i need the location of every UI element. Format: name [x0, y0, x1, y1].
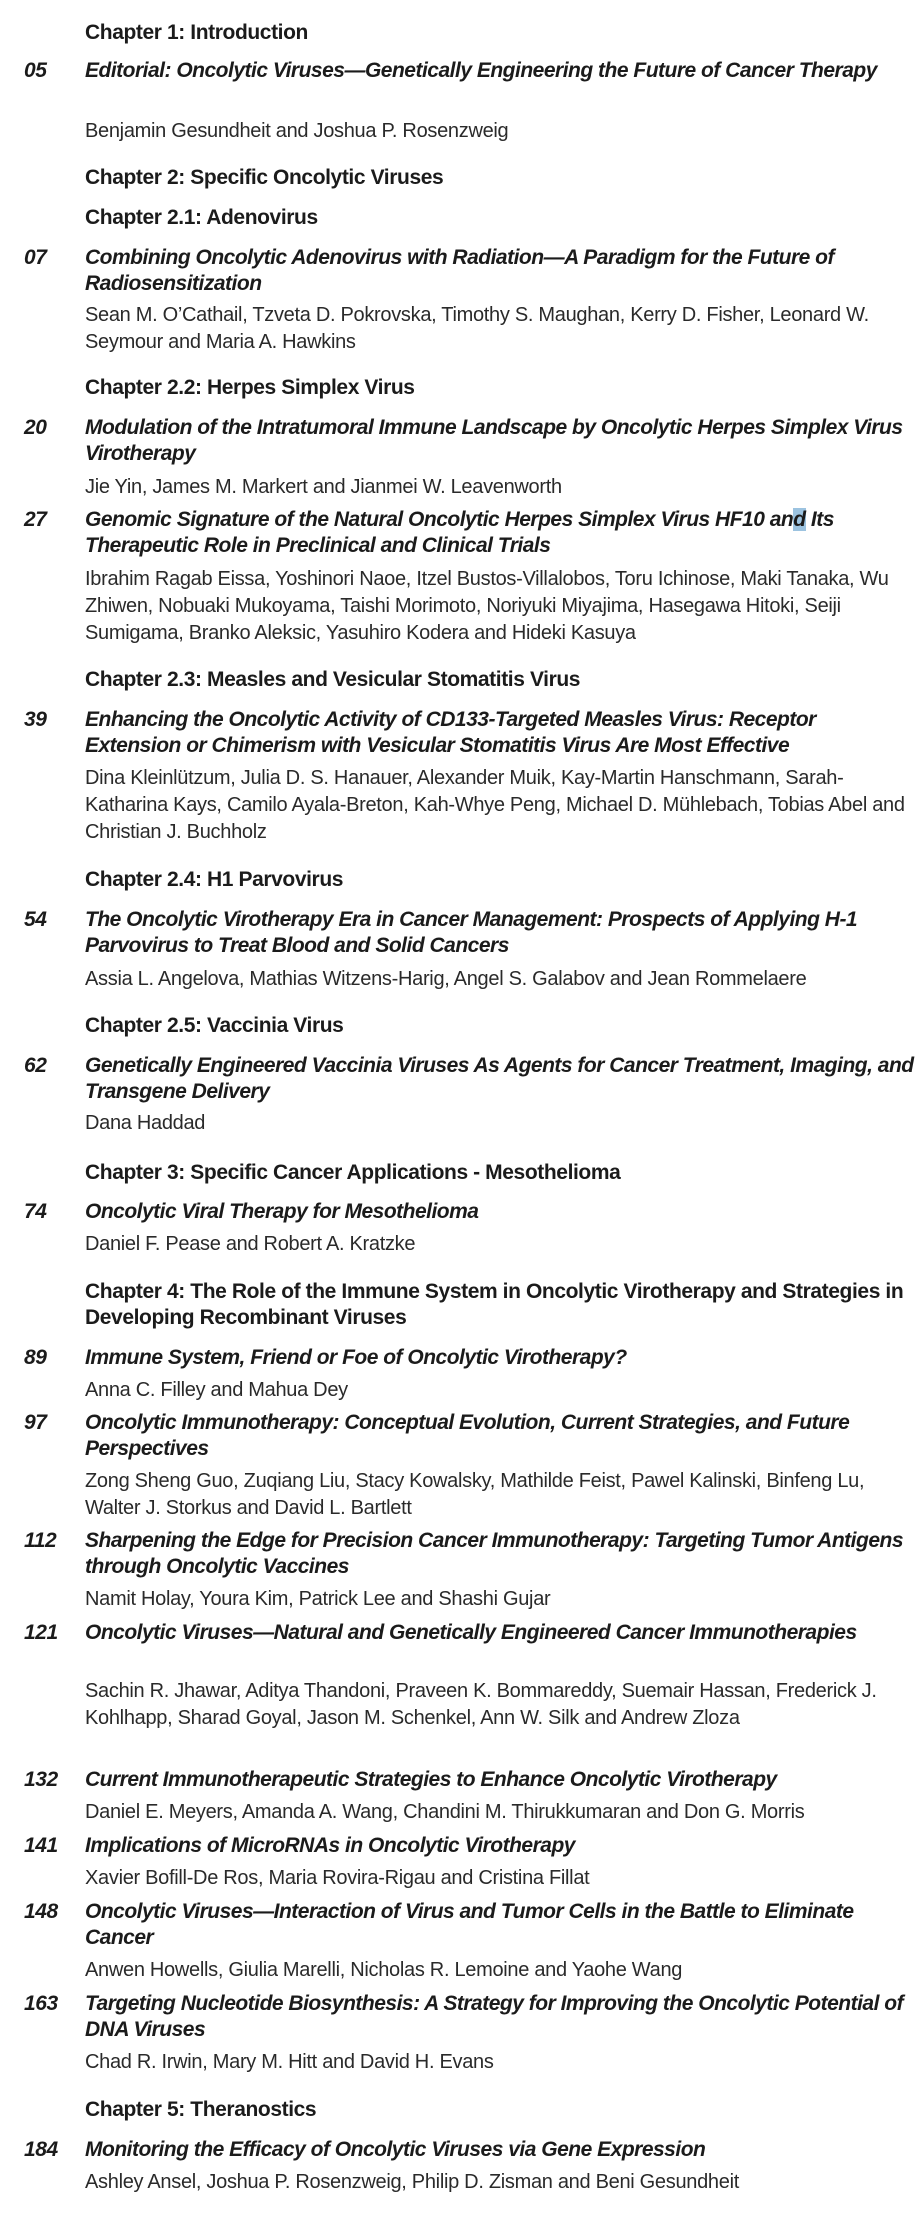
page-number: 121 — [24, 1621, 58, 1644]
text-selection-highlight: d — [793, 508, 806, 531]
article-authors: Ibrahim Ragab Eissa, Yoshinori Naoe, Itzel Bustos-Villalobos, Toru Ichinose, Maki Tanaka, Wu Zhiwen, Nobuaki Mukoyama, Taishi Morimoto, Noriyuki Miyajima, Hasegawa Hitoki, Seiji Sumigama, Branko Aleksic, Yasuhiro Kodera and Hideki Kasuya — [85, 568, 889, 644]
page-number: 148 — [24, 1900, 58, 1923]
page-number: 20 — [24, 416, 47, 439]
article-title[interactable]: Genomic Signature of the Natural Oncolytic Herpes Simplex Virus HF10 and Its Therapeutic Role in Preclinical and Clinical Trials — [85, 508, 834, 557]
article-authors: Benjamin Gesundheit and Joshua P. Rosenzweig — [85, 120, 509, 142]
article-authors: Daniel F. Pease and Robert A. Kratzke — [85, 1233, 416, 1255]
article-authors: Anwen Howells, Giulia Marelli, Nicholas R. Lemoine and Yaohe Wang — [85, 1959, 683, 1981]
chapter-heading: Chapter 2.2: Herpes Simplex Virus — [85, 376, 415, 399]
article-title[interactable]: Oncolytic Viral Therapy for Mesothelioma — [85, 1200, 479, 1223]
article-title[interactable]: Current Immunotherapeutic Strategies to Enhance Oncolytic Virotherapy — [85, 1768, 777, 1791]
article-title[interactable]: Editorial: Oncolytic Viruses—Genetically Engineering the Future of Cancer Therapy — [85, 59, 877, 82]
article-authors: Assia L. Angelova, Mathias Witzens-Harig, Angel S. Galabov and Jean Rommelaere — [85, 968, 807, 990]
article-authors: Xavier Bofill-De Ros, Maria Rovira-Rigau and Cristina Fillat — [85, 1867, 590, 1889]
article-authors: Dina Kleinlützum, Julia D. S. Hanauer, Alexander Muik, Kay-Martin Hanschmann, Sarah-Katharina Kays, Camilo Ayala-Breton, Kah-Whye Peng, Michael D. Mühlebach, Tobias Abel and Christian J. Buchholz — [85, 767, 905, 843]
page-number: 97 — [24, 1411, 47, 1434]
article-authors: Sachin R. Jhawar, Aditya Thandoni, Praveen K. Bommareddy, Suemair Hassan, Frederick J. Kohlhapp, Sharad Goyal, Jason M. Schenkel, Ann W. Silk and Andrew Zloza — [85, 1680, 877, 1729]
article-authors: Dana Haddad — [85, 1112, 206, 1134]
chapter-heading: Chapter 2: Specific Oncolytic Viruses — [85, 166, 444, 189]
page-number: 39 — [24, 708, 47, 731]
article-title[interactable]: Monitoring the Efficacy of Oncolytic Viruses via Gene Expression — [85, 2138, 706, 2161]
chapter-heading: Chapter 3: Specific Cancer Applications - Mesothelioma — [85, 1161, 621, 1184]
page-number: 163 — [24, 1992, 58, 2015]
chapter-heading: Chapter 2.1: Adenovirus — [85, 206, 318, 229]
article-authors: Daniel E. Meyers, Amanda A. Wang, Chandini M. Thirukkumaran and Don G. Morris — [85, 1801, 805, 1823]
page-number: 74 — [24, 1200, 47, 1223]
article-authors: Ashley Ansel, Joshua P. Rosenzweig, Philip D. Zisman and Beni Gesundheit — [85, 2171, 739, 2193]
article-authors: Namit Holay, Youra Kim, Patrick Lee and Shashi Gujar — [85, 1588, 551, 1610]
page-number: 54 — [24, 908, 47, 931]
article-title[interactable]: Oncolytic Immunotherapy: Conceptual Evolution, Current Strategies, and Future Perspectives — [85, 1411, 850, 1460]
article-authors: Jie Yin, James M. Markert and Jianmei W. Leavenworth — [85, 476, 562, 498]
chapter-heading: Chapter 4: The Role of the Immune System in Oncolytic Virotherapy and Strategies in Developing Recombinant Viruses — [85, 1280, 904, 1329]
page-number: 07 — [24, 246, 47, 269]
page-number: 184 — [24, 2138, 58, 2161]
page-number: 27 — [24, 508, 47, 531]
page-number: 05 — [24, 59, 47, 82]
page-number: 112 — [24, 1529, 57, 1552]
article-authors: Zong Sheng Guo, Zuqiang Liu, Stacy Kowalsky, Mathilde Feist, Pawel Kalinski, Binfeng Lu, Walter J. Storkus and David L. Bartlett — [85, 1470, 865, 1519]
article-title[interactable]: Modulation of the Intratumoral Immune Landscape by Oncolytic Herpes Simplex Virus Virotherapy — [85, 416, 903, 465]
article-title[interactable]: Oncolytic Viruses—Natural and Genetically Engineered Cancer Immunotherapies — [85, 1621, 857, 1644]
chapter-heading: Chapter 2.4: H1 Parvovirus — [85, 868, 344, 891]
chapter-heading: Chapter 2.3: Measles and Vesicular Stomatitis Virus — [85, 668, 581, 691]
article-title[interactable]: Immune System, Friend or Foe of Oncolytic Virotherapy? — [85, 1346, 627, 1369]
article-title[interactable]: Enhancing the Oncolytic Activity of CD133-Targeted Measles Virus: Receptor Extension or Chimerism with Vesicular Stomatitis Virus Are Most Effective — [85, 708, 816, 757]
article-authors: Sean M. O’Cathail, Tzveta D. Pokrovska, Timothy S. Maughan, Kerry D. Fisher, Leonard W. Seymour and Maria A. Hawkins — [85, 304, 869, 353]
chapter-heading: Chapter 2.5: Vaccinia Virus — [85, 1014, 344, 1037]
article-title[interactable]: Oncolytic Viruses—Interaction of Virus and Tumor Cells in the Battle to Eliminate Cancer — [85, 1900, 854, 1949]
page-number: 62 — [24, 1054, 47, 1077]
article-title[interactable]: Implications of MicroRNAs in Oncolytic Virotherapy — [85, 1834, 575, 1857]
article-title[interactable]: Sharpening the Edge for Precision Cancer Immunotherapy: Targeting Tumor Antigens through Oncolytic Vaccines — [85, 1529, 904, 1578]
page-number: 141 — [24, 1834, 58, 1857]
article-authors: Anna C. Filley and Mahua Dey — [85, 1379, 348, 1401]
chapter-heading: Chapter 5: Theranostics — [85, 2098, 317, 2121]
article-title[interactable]: Targeting Nucleotide Biosynthesis: A Strategy for Improving the Oncolytic Potential of DNA Viruses — [85, 1992, 904, 2041]
page-number: 89 — [24, 1346, 47, 1369]
article-title[interactable]: The Oncolytic Virotherapy Era in Cancer Management: Prospects of Applying H-1 Parvovirus to Treat Blood and Solid Cancers — [85, 908, 858, 957]
article-title[interactable]: Genetically Engineered Vaccinia Viruses As Agents for Cancer Treatment, Imaging, and Transgene Delivery — [85, 1054, 914, 1103]
page-number: 132 — [24, 1768, 58, 1791]
article-authors: Chad R. Irwin, Mary M. Hitt and David H. Evans — [85, 2051, 494, 2073]
chapter-heading: Chapter 1: Introduction — [85, 21, 308, 44]
article-title[interactable]: Combining Oncolytic Adenovirus with Radiation—A Paradigm for the Future of Radiosensitization — [85, 246, 834, 295]
